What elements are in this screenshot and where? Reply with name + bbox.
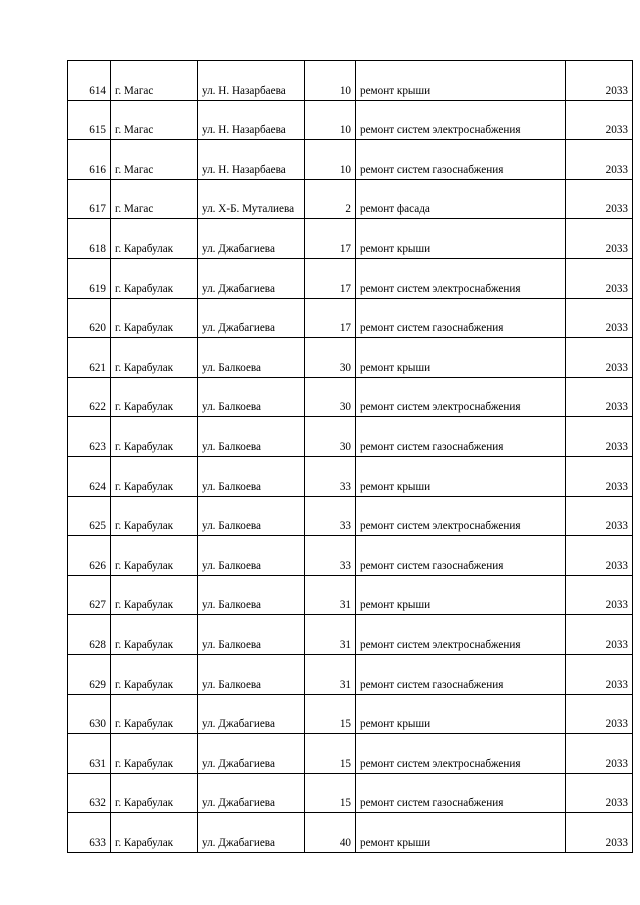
table-row <box>68 654 633 694</box>
year-cell: 2033 <box>566 734 633 774</box>
table-row <box>68 694 633 734</box>
year-cell: 2033 <box>566 575 633 615</box>
street-cell: ул. Джабагиева <box>198 258 305 298</box>
work-type-cell: ремонт крыши <box>356 813 566 853</box>
street-cell: ул. Балкоева <box>198 496 305 536</box>
street-cell: ул. Джабагиева <box>198 773 305 813</box>
table-row <box>68 377 633 417</box>
street-cell: ул. Балкоева <box>198 377 305 417</box>
row-number: 626 <box>68 536 111 576</box>
table-row <box>68 219 633 259</box>
work-type-cell: ремонт систем электроснабжения <box>356 258 566 298</box>
city-cell: г. Карабулак <box>111 377 198 417</box>
table-row <box>68 734 633 774</box>
row-number: 624 <box>68 456 111 496</box>
house-number-cell: 15 <box>305 773 356 813</box>
street-cell: ул. Балкоева <box>198 338 305 378</box>
city-cell: г. Карабулак <box>111 694 198 734</box>
row-number: 618 <box>68 219 111 259</box>
table-row <box>68 61 633 101</box>
row-number: 632 <box>68 773 111 813</box>
table-row <box>68 773 633 813</box>
house-number-cell: 33 <box>305 456 356 496</box>
work-type-cell: ремонт крыши <box>356 338 566 378</box>
row-number: 619 <box>68 258 111 298</box>
house-number-cell: 30 <box>305 338 356 378</box>
year-cell: 2033 <box>566 377 633 417</box>
work-type-cell: ремонт фасада <box>356 179 566 219</box>
city-cell: г. Магас <box>111 179 198 219</box>
work-type-cell: ремонт систем электроснабжения <box>356 615 566 655</box>
repair-schedule-table <box>67 60 633 853</box>
street-cell: ул. Н. Назарбаева <box>198 61 305 101</box>
city-cell: г. Карабулак <box>111 338 198 378</box>
city-cell: г. Магас <box>111 100 198 140</box>
house-number-cell: 17 <box>305 258 356 298</box>
table-row <box>68 179 633 219</box>
street-cell: ул. Балкоева <box>198 654 305 694</box>
house-number-cell: 10 <box>305 100 356 140</box>
city-cell: г. Карабулак <box>111 536 198 576</box>
year-cell: 2033 <box>566 100 633 140</box>
street-cell: ул. Джабагиева <box>198 219 305 259</box>
year-cell: 2033 <box>566 219 633 259</box>
work-type-cell: ремонт крыши <box>356 694 566 734</box>
city-cell: г. Карабулак <box>111 654 198 694</box>
year-cell: 2033 <box>566 179 633 219</box>
work-type-cell: ремонт крыши <box>356 219 566 259</box>
table-row <box>68 615 633 655</box>
year-cell: 2033 <box>566 456 633 496</box>
city-cell: г. Магас <box>111 140 198 180</box>
year-cell: 2033 <box>566 496 633 536</box>
house-number-cell: 31 <box>305 654 356 694</box>
row-number: 629 <box>68 654 111 694</box>
work-type-cell: ремонт систем газоснабжения <box>356 298 566 338</box>
street-cell: ул. Джабагиева <box>198 734 305 774</box>
year-cell: 2033 <box>566 773 633 813</box>
city-cell: г. Карабулак <box>111 575 198 615</box>
row-number: 620 <box>68 298 111 338</box>
city-cell: г. Карабулак <box>111 813 198 853</box>
row-number: 628 <box>68 615 111 655</box>
house-number-cell: 33 <box>305 536 356 576</box>
row-number: 633 <box>68 813 111 853</box>
work-type-cell: ремонт систем газоснабжения <box>356 140 566 180</box>
year-cell: 2033 <box>566 298 633 338</box>
year-cell: 2033 <box>566 813 633 853</box>
street-cell: ул. Х-Б. Муталиева <box>198 179 305 219</box>
house-number-cell: 30 <box>305 417 356 457</box>
city-cell: г. Карабулак <box>111 615 198 655</box>
house-number-cell: 17 <box>305 298 356 338</box>
table-row <box>68 298 633 338</box>
table-row <box>68 338 633 378</box>
row-number: 617 <box>68 179 111 219</box>
house-number-cell: 15 <box>305 734 356 774</box>
row-number: 625 <box>68 496 111 536</box>
city-cell: г. Карабулак <box>111 219 198 259</box>
row-number: 621 <box>68 338 111 378</box>
work-type-cell: ремонт систем газоснабжения <box>356 773 566 813</box>
house-number-cell: 40 <box>305 813 356 853</box>
city-cell: г. Карабулак <box>111 496 198 536</box>
house-number-cell: 30 <box>305 377 356 417</box>
table-row <box>68 140 633 180</box>
table-row <box>68 575 633 615</box>
table-row <box>68 100 633 140</box>
street-cell: ул. Балкоева <box>198 417 305 457</box>
row-number: 615 <box>68 100 111 140</box>
house-number-cell: 31 <box>305 575 356 615</box>
house-number-cell: 15 <box>305 694 356 734</box>
work-type-cell: ремонт крыши <box>356 575 566 615</box>
work-type-cell: ремонт систем газоснабжения <box>356 417 566 457</box>
row-number: 631 <box>68 734 111 774</box>
table-body <box>68 61 633 853</box>
row-number: 614 <box>68 61 111 101</box>
house-number-cell: 10 <box>305 140 356 180</box>
city-cell: г. Карабулак <box>111 258 198 298</box>
table-row <box>68 417 633 457</box>
city-cell: г. Карабулак <box>111 417 198 457</box>
city-cell: г. Карабулак <box>111 773 198 813</box>
row-number: 622 <box>68 377 111 417</box>
year-cell: 2033 <box>566 536 633 576</box>
work-type-cell: ремонт систем газоснабжения <box>356 654 566 694</box>
street-cell: ул. Балкоева <box>198 575 305 615</box>
city-cell: г. Карабулак <box>111 298 198 338</box>
house-number-cell: 2 <box>305 179 356 219</box>
year-cell: 2033 <box>566 654 633 694</box>
work-type-cell: ремонт крыши <box>356 61 566 101</box>
table-row <box>68 536 633 576</box>
row-number: 616 <box>68 140 111 180</box>
table-row <box>68 813 633 853</box>
street-cell: ул. Балкоева <box>198 615 305 655</box>
work-type-cell: ремонт систем электроснабжения <box>356 734 566 774</box>
house-number-cell: 31 <box>305 615 356 655</box>
work-type-cell: ремонт крыши <box>356 456 566 496</box>
house-number-cell: 10 <box>305 61 356 101</box>
work-type-cell: ремонт систем газоснабжения <box>356 536 566 576</box>
city-cell: г. Магас <box>111 61 198 101</box>
street-cell: ул. Джабагиева <box>198 813 305 853</box>
street-cell: ул. Балкоева <box>198 536 305 576</box>
year-cell: 2033 <box>566 258 633 298</box>
table-row <box>68 456 633 496</box>
year-cell: 2033 <box>566 694 633 734</box>
work-type-cell: ремонт систем электроснабжения <box>356 496 566 536</box>
street-cell: ул. Н. Назарбаева <box>198 140 305 180</box>
year-cell: 2033 <box>566 615 633 655</box>
work-type-cell: ремонт систем электроснабжения <box>356 377 566 417</box>
year-cell: 2033 <box>566 140 633 180</box>
year-cell: 2033 <box>566 338 633 378</box>
row-number: 627 <box>68 575 111 615</box>
city-cell: г. Карабулак <box>111 456 198 496</box>
table-row <box>68 496 633 536</box>
work-type-cell: ремонт систем электроснабжения <box>356 100 566 140</box>
city-cell: г. Карабулак <box>111 734 198 774</box>
street-cell: ул. Джабагиева <box>198 298 305 338</box>
street-cell: ул. Н. Назарбаева <box>198 100 305 140</box>
row-number: 630 <box>68 694 111 734</box>
street-cell: ул. Джабагиева <box>198 694 305 734</box>
table-row <box>68 258 633 298</box>
street-cell: ул. Балкоева <box>198 456 305 496</box>
house-number-cell: 17 <box>305 219 356 259</box>
year-cell: 2033 <box>566 61 633 101</box>
row-number: 623 <box>68 417 111 457</box>
house-number-cell: 33 <box>305 496 356 536</box>
year-cell: 2033 <box>566 417 633 457</box>
